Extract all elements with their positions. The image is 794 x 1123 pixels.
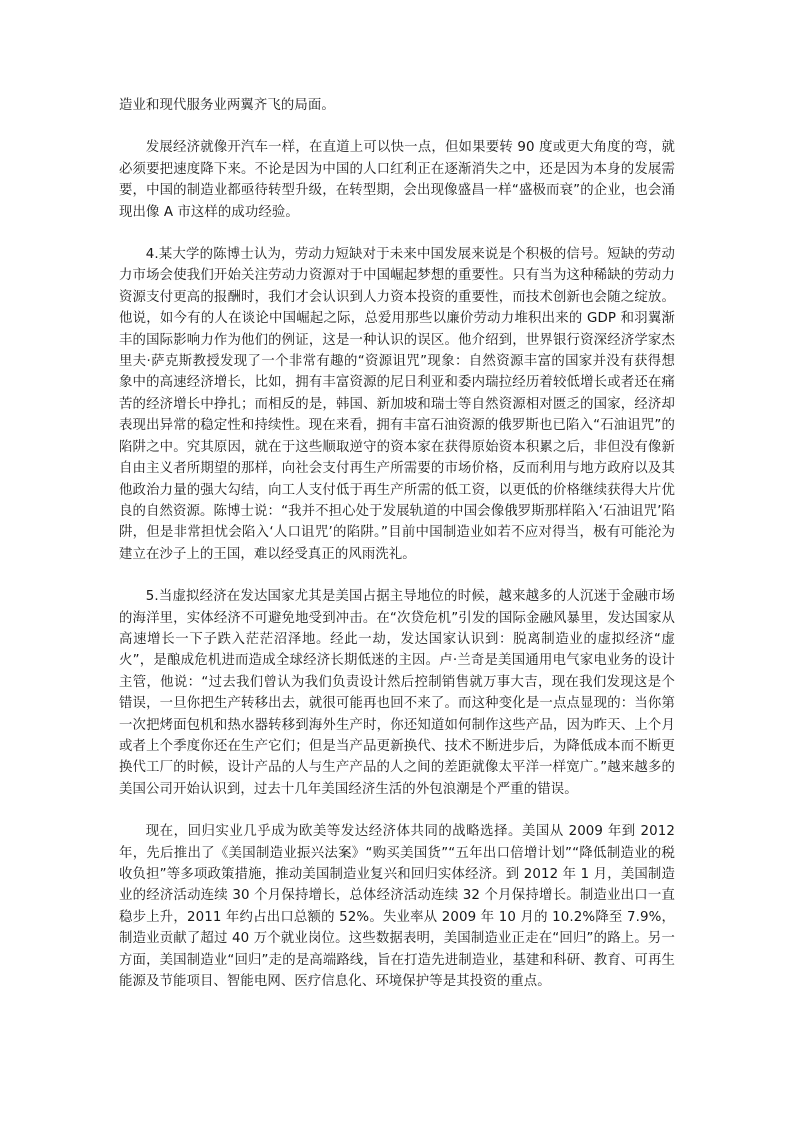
paragraph-item-4: 4.某大学的陈博士认为，劳动力短缺对于未来中国发展来说是个积极的信号。短缺的劳动力市场会使我们开始关注劳动力资源对于中国崛起梦想的重要性。只有当为这种稀缺的劳动力资源支付更高的报酬时，我们才会认识到人力资本投资的重要性，而技术创新也会随之绽放。他说，如今有的人在谈论中国崛起之际，总爱用那些以廉价劳动力堆积出来的 GDP 和羽翼渐丰的国际影响力作为他们的例证，这是一种认识的误区。他介绍到，世界银行资深经济学家杰里夫·萨克斯教授发现了一个非常有趣的“资源诅咒”现象：自然资源丰富的国家并没有获得想象中的高速经济增长，比如，拥有丰富资源的尼日利亚和委内瑞拉经历着较低增长或者还在痛苦的经济增长中挣扎；而相反的是，韩国、新加坡和瑞士等自然资源相对匮乏的国家，经济却表现出异常的稳定性和持续性。现在来看，拥有丰富石油资源的俄罗斯也已陷入“石油诅咒”的陷阱之中。究其原因，就在于这些顺取逆守的资本家在获得原始资本积累之后，非但没有像新自由主义者所期望的那样，向社会支付再生产所需要的市场价格，反而利用与地方政府以及其他政治力量的强大勾结，向工人支付低于再生产所需的低工资，以更低的价格继续获得大片优良的自然资源。陈博士说：“我并不担心处于发展轨道的中国会像俄罗斯那样陷入‘石油诅咒’陷阱，但是非常担忧会陷入‘人口诅咒’的陷阱。”目前中国制造业如若不应对得当，极有可能沦为建立在沙子上的王国，难以经受真正的风雨洗礼。: [119, 247, 675, 562]
paragraph-driving-analogy: 发展经济就像开汽车一样，在直道上可以快一点，但如果要转 90 度或更大角度的弯，就必须要把速度降下来。不论是因为中国的人口红利正在逐渐消失之中，还是因为本身的发展需要，中国的制造业都亟待转型升级，在转型期，会出现像盛昌一样“盛极而衰”的企业，也会涌现出像 A 市这样的成功经验。: [119, 140, 675, 220]
paragraph-continuation: 造业和现代服务业两翼齐飞的局面。: [119, 98, 335, 113]
paragraph-item-5: 5.当虚拟经济在发达国家尤其是美国占据主导地位的时候，越来越多的人沉迷于金融市场的海洋里，实体经济不可避免地受到冲击。在“次贷危机”引发的国际金融风暴里，发达国家从高速增长一下子跌入茫茫沼泽地。经此一劫，发达国家认识到：脱离制造业的虚拟经济“虚火”，是酿成危机进而造成全球经济长期低迷的主因。卢·兰奇是美国通用电气家电业务的设计主管，他说：“过去我们曾认为我们负责设计然后控制销售就万事大吉，现在我们发现这是个错误，一旦你把生产转移出去，就很可能再也回不来了。而这种变化是一点点显现的：当你第一次把烤面包机和热水器转移到海外生产时，你还知道如何制作这些产品，因为昨天、上个月或者上个季度你还在生产它们；但是当产品更新换代、技术不断进步后，为降低成本而不断更换代工厂的时候，设计产品的人与生产产品的人之间的差距就像太平洋一样宽广。”越来越多的美国公司开始认识到，过去十几年美国经济生活的外包浪潮是个严重的错误。: [119, 589, 675, 797]
document-body: [119, 95, 675, 1013]
paragraph-reindustrialization: 现在，回归实业几乎成为欧美等发达经济体共同的战略选择。美国从 2009 年到 2012 年，先后推出了《美国制造业振兴法案》“购买美国货”“五年出口倍增计划”“降低制造业的税收负担”等多项政策措施，推动美国制造业复兴和回归实体经济。到 2012 年 1 月，美国制造业的经济活动连续 30 个月保持增长，总体经济活动连续 32 个月保持增长。制造业出口一直稳步上升，2011 年约占出口总额的 52%。失业率从 2009 年 10 月的 10.2%降至 7.9%，制造业贡献了超过 40 万个就业岗位。这些数据表明，美国制造业正走在“回归”的路上。另一方面，美国制造业“回归”走的是高端路线，旨在打造先进制造业，基建和科研、教育、可再生能源及节能项目、智能电网、医疗信息化、环境保护等是其投资的重点。: [119, 824, 675, 990]
